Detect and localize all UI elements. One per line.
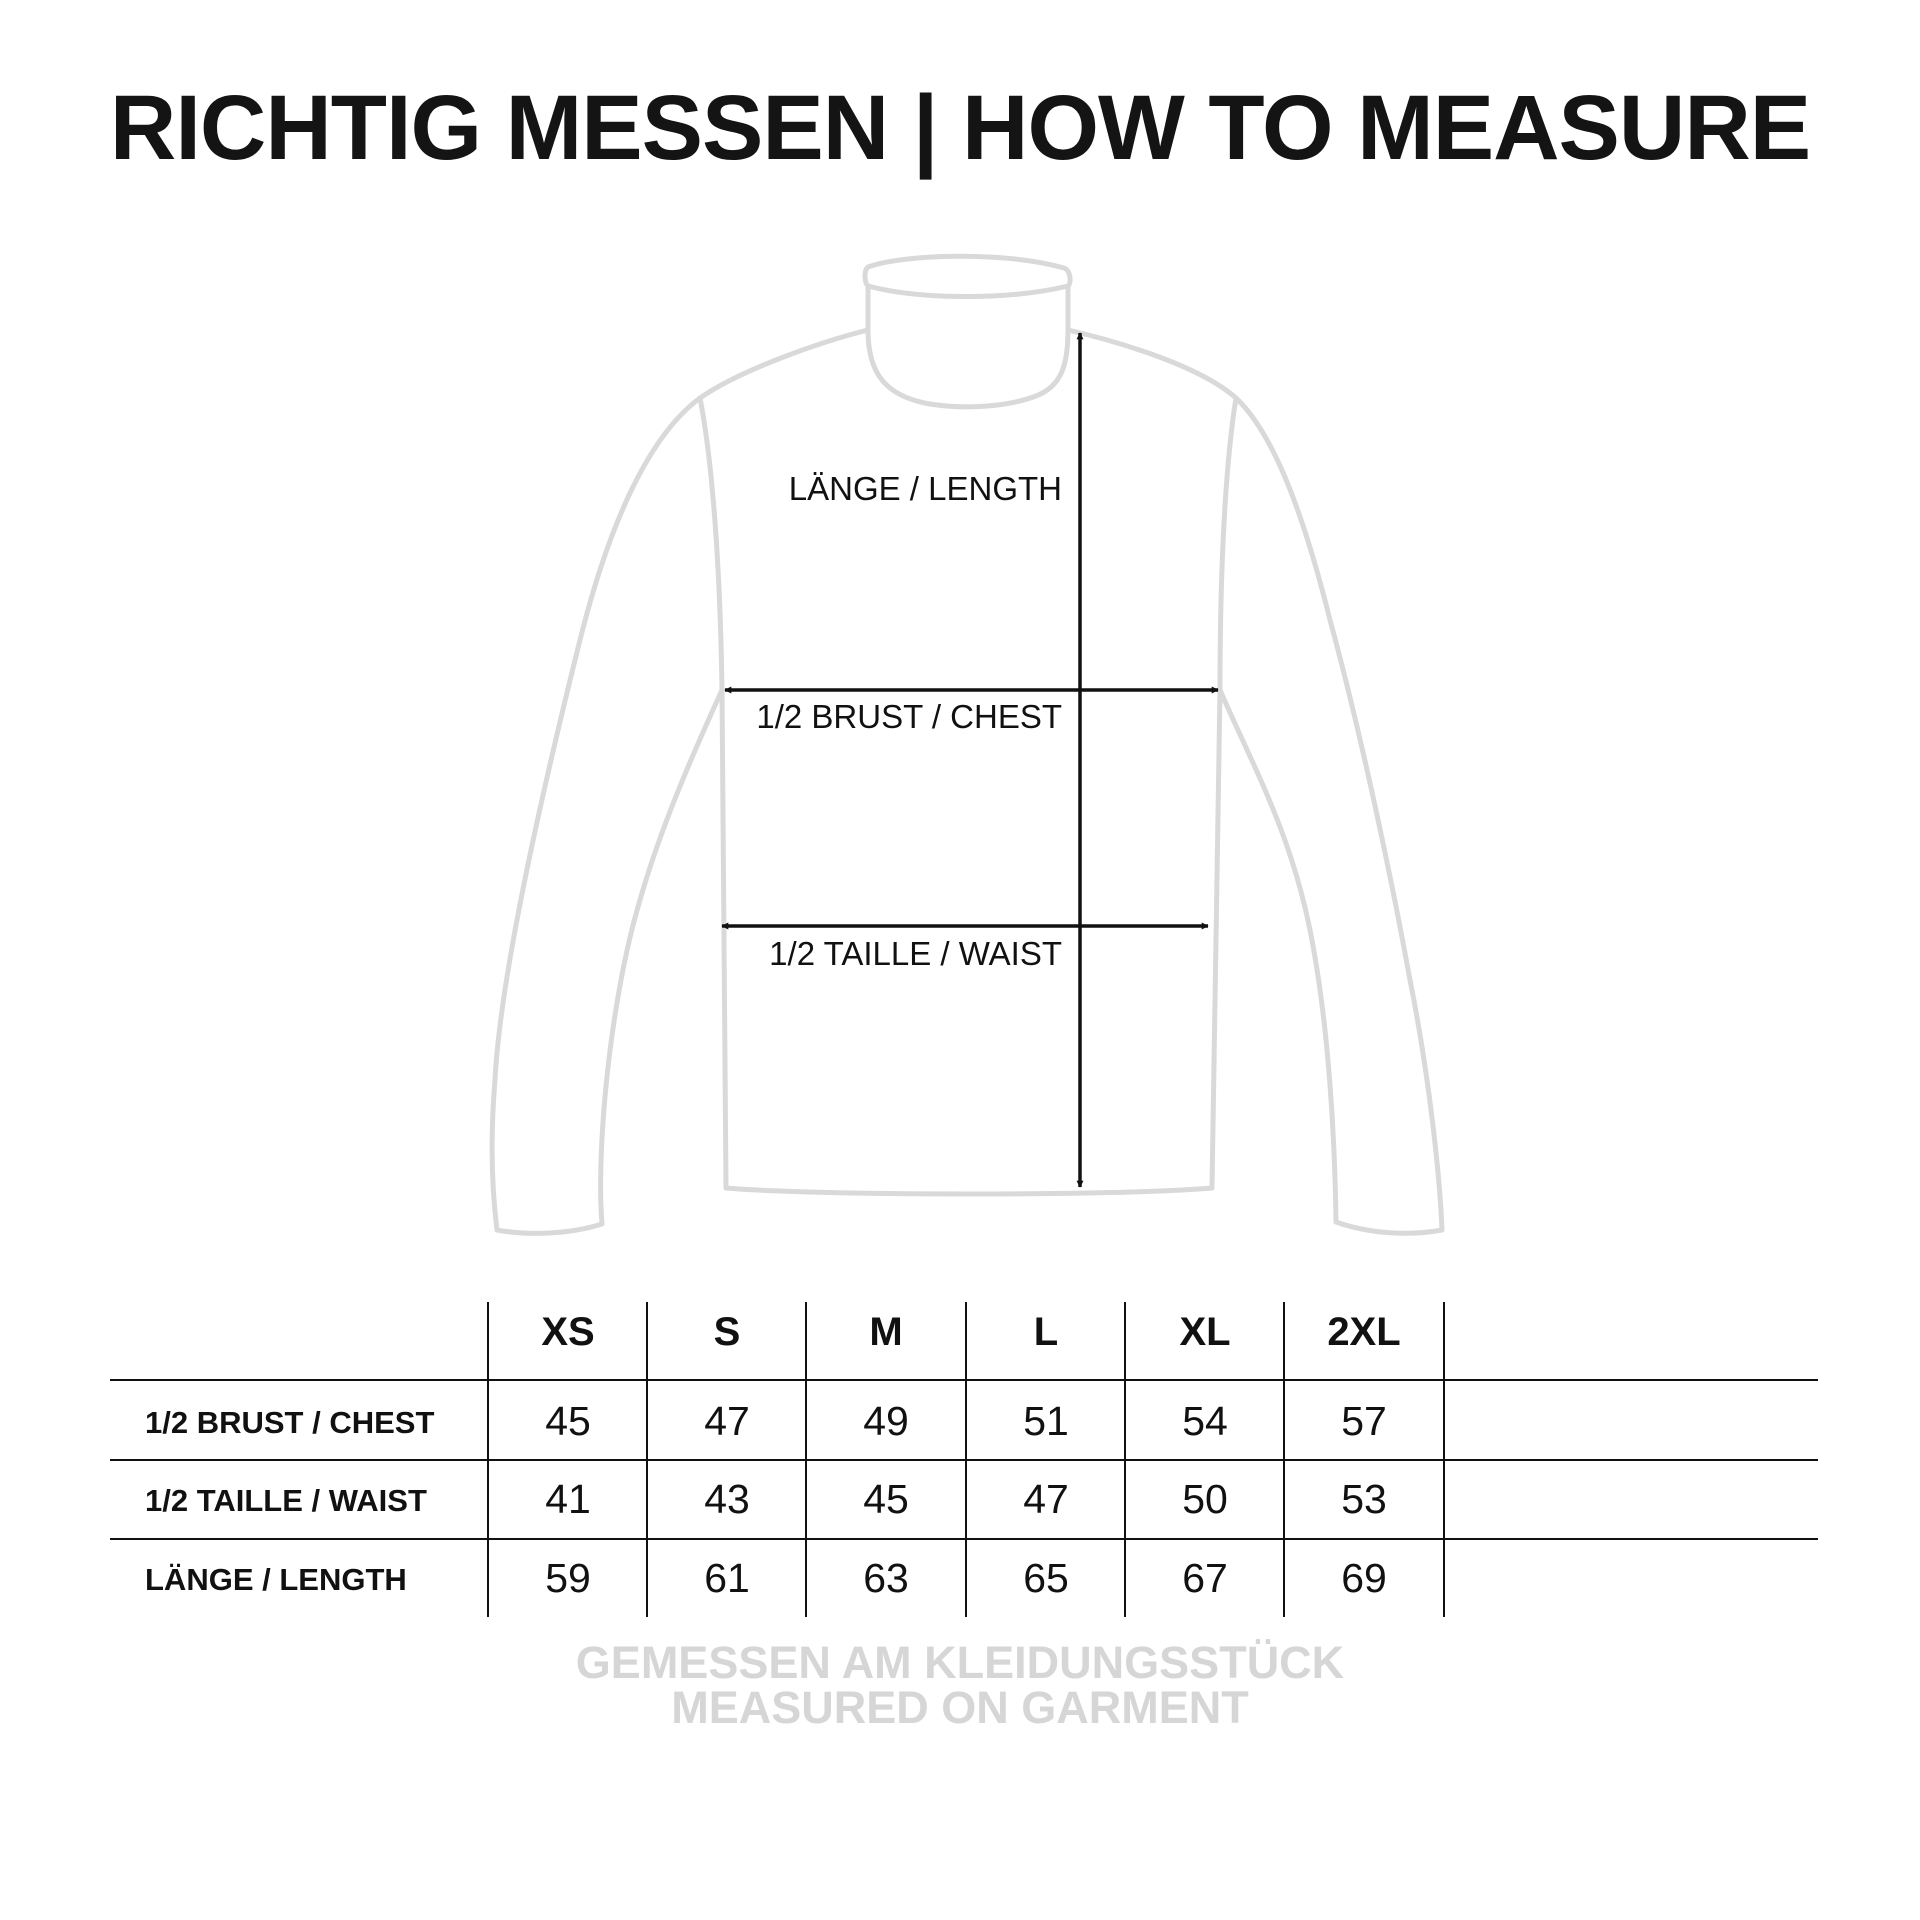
- table-cell: 69: [1341, 1555, 1387, 1601]
- table-cell: 50: [1182, 1476, 1228, 1522]
- size-header: XL: [1179, 1310, 1231, 1354]
- table-cell: 57: [1341, 1398, 1387, 1444]
- table-cell: 54: [1182, 1398, 1228, 1444]
- right-armhole-seam: [1220, 398, 1236, 690]
- table-cell: 45: [863, 1476, 909, 1522]
- footnote-line-english: MEASURED ON GARMENT: [671, 1682, 1249, 1733]
- table-cell: 63: [863, 1555, 909, 1601]
- waist-label: 1/2 TAILLE / WAIST: [769, 935, 1062, 972]
- garment-outline: [492, 256, 1442, 1233]
- table-row: [145, 1555, 1387, 1601]
- collar-top: [865, 256, 1070, 296]
- table-cell: 47: [1023, 1476, 1069, 1522]
- size-header: L: [1033, 1310, 1059, 1354]
- size-table: [110, 1302, 1818, 1617]
- row-label: LÄNGE / LENGTH: [145, 1562, 407, 1597]
- size-header: XS: [541, 1310, 595, 1354]
- table-cell: 41: [545, 1476, 591, 1522]
- row-label: 1/2 TAILLE / WAIST: [145, 1483, 427, 1518]
- row-label: 1/2 BRUST / CHEST: [145, 1405, 435, 1440]
- table-cell: 51: [1023, 1398, 1069, 1444]
- table-cell: 53: [1341, 1476, 1387, 1522]
- size-header: M: [869, 1310, 903, 1354]
- table-cell: 45: [545, 1398, 591, 1444]
- table-cell: 47: [704, 1398, 750, 1444]
- table-cell: 65: [1023, 1555, 1069, 1601]
- size-header: 2XL: [1327, 1310, 1401, 1354]
- table-cell: 43: [704, 1476, 750, 1522]
- collar-neck: [868, 286, 1068, 407]
- body-outline: [492, 330, 1442, 1233]
- chest-label: 1/2 BRUST / CHEST: [756, 698, 1062, 735]
- page-title: RICHTIG MESSEN | HOW TO MEASURE: [109, 77, 1811, 179]
- table-cell: 59: [545, 1555, 591, 1601]
- size-header-row: [541, 1310, 1400, 1354]
- footnote-line-german: GEMESSEN AM KLEIDUNGSSTÜCK: [575, 1637, 1345, 1688]
- left-armhole-seam: [700, 398, 722, 690]
- table-cell: 61: [704, 1555, 750, 1601]
- table-cell: 67: [1182, 1555, 1228, 1601]
- size-header: S: [713, 1310, 741, 1354]
- measurement-footnote: [0, 1637, 1920, 1733]
- table-cell: 49: [863, 1398, 909, 1444]
- table-row: [145, 1476, 1387, 1522]
- table-row: [145, 1398, 1387, 1444]
- length-label: LÄNGE / LENGTH: [788, 470, 1062, 507]
